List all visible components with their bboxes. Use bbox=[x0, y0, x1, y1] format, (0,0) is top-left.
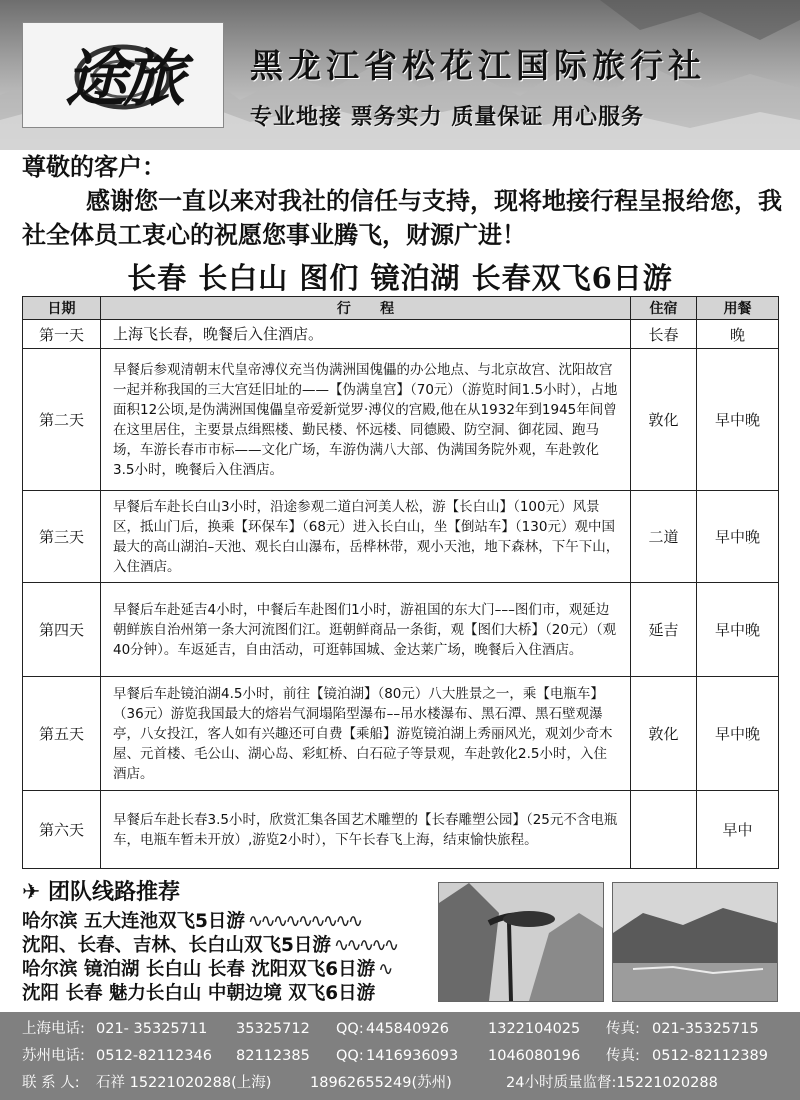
day-cell: 第五天 bbox=[23, 677, 101, 791]
logo-text: 途旅 bbox=[64, 42, 181, 115]
suzhou-phone: 0512-82112346 bbox=[96, 1048, 212, 1064]
agency-name: 黑龙江省松花江国际旅行社 bbox=[250, 46, 706, 85]
agency-slogan: 专业地接 票务实力 质量保证 用心服务 bbox=[250, 105, 644, 130]
wave-decoration-icon: ∿∿∿∿∿∿∿∿∿ bbox=[244, 911, 361, 932]
route-name: 哈尔滨 五大连池双飞5日游 bbox=[22, 911, 245, 932]
team-routes-list bbox=[22, 910, 442, 1006]
route-name: 哈尔滨 镜泊湖 长白山 长春 沈阳双飞6日游 bbox=[22, 959, 376, 980]
contact-phone-2: 18962655249(苏州) bbox=[310, 1075, 452, 1091]
table-row bbox=[23, 491, 779, 583]
hotel-cell: 敦化 bbox=[631, 677, 697, 791]
suzhou-fax: 0512-82112389 bbox=[652, 1048, 768, 1064]
suzhou-qq-label: QQ: bbox=[336, 1048, 364, 1064]
header-banner bbox=[0, 0, 800, 150]
shanghai-fax-label: 传真: bbox=[606, 1021, 640, 1037]
suzhou-phone-2: 82112385 bbox=[236, 1048, 310, 1064]
column-header-route: 行 程 bbox=[101, 297, 631, 320]
meal-cell: 早中晚 bbox=[697, 583, 779, 677]
route-cell: 早餐后车赴镜泊湖4.5小时，前往【镜泊湖】（80元）八大胜景之一，乘【电瓶车】（36元）游览我国最大的熔岩气洞塌陷型瀑布––吊水楼瀑布、黑石潭、黑石壁观瀑亭，八女投江，客人如有兴趣还可自费【乘船】游览镜泊湖上秀丽风光，观刘少奇木屋、元首楼、毛公山、湖心岛、彩虹桥、白石砬子等景观，车赴敦化2.5小时，入住酒店。 bbox=[101, 677, 631, 791]
contact-footer bbox=[0, 1012, 800, 1100]
table-row bbox=[23, 791, 779, 869]
pine-mountain-photo bbox=[438, 882, 604, 1002]
route-cell: 早餐后车赴长白山3小时，沿途参观二道白河美人松，游【长白山】（100元）风景区，抵山门后，换乘【环保车】（68元）进入长白山，坐【倒站车】（130元）观中国最大的高山湖泊–天池、观长白山瀑布，岳桦林带，观小天池，地下森林，下午下山，入住酒店。 bbox=[101, 491, 631, 583]
hotel-cell: 二道 bbox=[631, 491, 697, 583]
wave-decoration-icon: ∿∿∿∿∿ bbox=[330, 935, 397, 956]
greeting bbox=[22, 150, 782, 252]
route-cell: 早餐后车赴长春3.5小时，欣赏汇集各国艺术雕塑的【长春雕塑公园】（25元不含电瓶车，电瓶车暂未开放）,游览2小时），下午长春飞上海，结束愉快旅程。 bbox=[101, 791, 631, 869]
lake-landscape-photo bbox=[612, 882, 778, 1002]
route-cell: 早餐后参观清朝末代皇帝溥仪充当伪满洲国傀儡的办公地点、与北京故宫、沈阳故宫一起并称我国的三大宫廷旧址的——【伪满皇宫】（70元）（游览时间1.5小时），占地面积12公顷,是伪满洲国傀儡皇帝爱新觉罗·溥仪的宫殿,他在从1932年到1945年间曾在这里居住，主要景点缉熙楼、勤民楼、怀远楼、同德殿、防空洞、御花园、跑马场，车游长春市市标——文化广场，车游伪满八大部、伪满国务院外观，车赴敦化3.5小时，晚餐后入住酒店。 bbox=[101, 349, 631, 491]
greeting-message: 感谢您一直以来对我社的信任与支持，现将地接行程呈报给您，我社全体员工衷心的祝愿您事业腾飞，财源广进！ bbox=[22, 187, 782, 249]
hotel-cell bbox=[631, 791, 697, 869]
team-routes-heading bbox=[22, 878, 442, 908]
wave-decoration-icon: ∿ bbox=[375, 959, 391, 980]
suzhou-qq: 1416936093 bbox=[366, 1048, 459, 1064]
table-row bbox=[23, 677, 779, 791]
shanghai-phone: 021- 35325711 bbox=[96, 1021, 208, 1037]
day-cell: 第二天 bbox=[23, 349, 101, 491]
shanghai-qq-label: QQ: bbox=[336, 1021, 364, 1037]
list-item bbox=[22, 958, 442, 982]
route-cell: 上海飞长春，晚餐后入住酒店。 bbox=[101, 320, 631, 349]
suzhou-mobile: 1046080196 bbox=[488, 1048, 581, 1064]
contact-label: 联 系 人: bbox=[22, 1075, 80, 1091]
hotel-cell: 长春 bbox=[631, 320, 697, 349]
day-cell: 第六天 bbox=[23, 791, 101, 869]
suzhou-label: 苏州电话: bbox=[22, 1048, 85, 1064]
day-cell: 第三天 bbox=[23, 491, 101, 583]
column-header-meal: 用餐 bbox=[697, 297, 779, 320]
meal-cell: 早中 bbox=[697, 791, 779, 869]
table-row bbox=[23, 583, 779, 677]
shanghai-phone-2: 35325712 bbox=[236, 1021, 310, 1037]
greeting-salutation: 尊敬的客户： bbox=[22, 153, 166, 181]
meal-cell: 晚 bbox=[697, 320, 779, 349]
suzhou-fax-label: 传真: bbox=[606, 1048, 640, 1064]
meal-cell: 早中晚 bbox=[697, 491, 779, 583]
hotel-cell: 延吉 bbox=[631, 583, 697, 677]
meal-cell: 早中晚 bbox=[697, 677, 779, 791]
airplane-icon: ✈ bbox=[22, 880, 41, 905]
itinerary-table bbox=[22, 296, 779, 869]
quality-supervision: 24小时质量监督:15221020288 bbox=[506, 1075, 718, 1091]
table-header-row bbox=[23, 297, 779, 320]
hotel-cell: 敦化 bbox=[631, 349, 697, 491]
shanghai-label: 上海电话: bbox=[22, 1021, 85, 1037]
list-item bbox=[22, 910, 442, 934]
logo bbox=[22, 22, 224, 128]
table-row bbox=[23, 349, 779, 491]
tour-title: 长春 长白山 图们 镜泊湖 长春双飞6日游 bbox=[127, 261, 673, 295]
route-name: 沈阳 长春 魅力长白山 中朝边境 双飞6日游 bbox=[22, 983, 376, 1004]
day-cell: 第一天 bbox=[23, 320, 101, 349]
shanghai-qq: 445840926 bbox=[366, 1021, 450, 1037]
list-item bbox=[22, 982, 442, 1006]
list-item bbox=[22, 934, 442, 958]
team-routes-title: 团队线路推荐 bbox=[48, 880, 181, 905]
column-header-day: 日期 bbox=[23, 297, 101, 320]
team-routes-section bbox=[22, 878, 442, 1006]
table-row bbox=[23, 320, 779, 349]
column-header-hotel: 住宿 bbox=[631, 297, 697, 320]
contact-name-phone: 石祥 15221020288(上海) bbox=[96, 1075, 272, 1091]
route-name: 沈阳、长春、吉林、长白山双飞5日游 bbox=[22, 935, 331, 956]
shanghai-mobile: 1322104025 bbox=[488, 1021, 581, 1037]
meal-cell: 早中晚 bbox=[697, 349, 779, 491]
day-cell: 第四天 bbox=[23, 583, 101, 677]
route-cell: 早餐后车赴延吉4小时，中餐后车赴图们1小时，游祖国的东大门–––图们市，观延边朝鲜族自治州第一条大河流图们江。逛朝鲜商品一条街，观【图们大桥】（20元）（观40分钟）。车返延吉，自由活动，可逛韩国城、金达莱广场，晚餐后入住酒店。 bbox=[101, 583, 631, 677]
shanghai-fax: 021-35325715 bbox=[652, 1021, 759, 1037]
